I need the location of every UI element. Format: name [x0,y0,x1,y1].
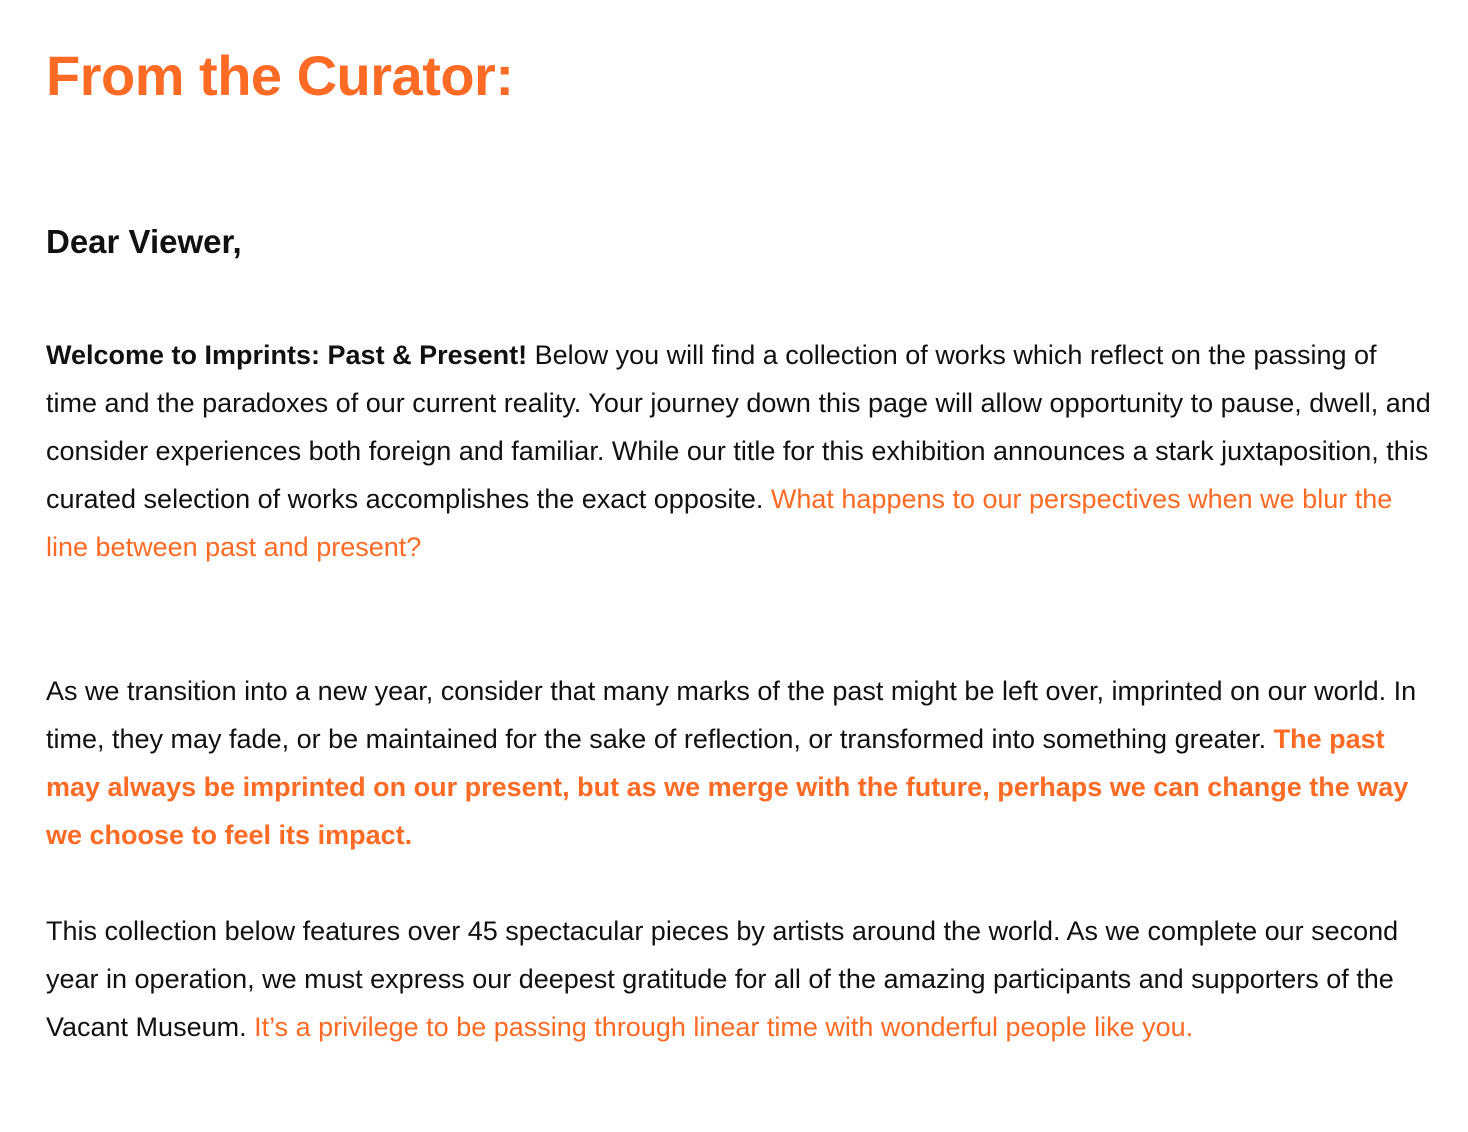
salutation: Dear Viewer, [46,223,242,260]
welcome-lead: Welcome to Imprints: Past & Present! [46,340,528,370]
paragraph-welcome [46,331,1431,571]
welcome-highlight: What happens to our perspectives when we blur the line between past and present? [46,484,1393,562]
page-title: From the Curator: [46,44,514,107]
transition-highlight: The past may always be imprinted on our present, but as we merge with the future, perhaps we can change the way we choose to feel its impact. [46,724,1409,850]
gratitude-body: This collection below features over 45 spectacular pieces by artists around the world. As we complete our second year in operation, we must express our deepest gratitude for all of the amazing participants and supporters of the Vacant Museum. [46,916,1399,1042]
paragraph-gratitude [46,907,1431,1051]
paragraph-transition [46,667,1431,859]
welcome-body: Below you will find a collection of works which reflect on the passing of time and the paradoxes of our current reality. Your journey down this page will allow opportunity to pause, dwell, and consider experiences both foreign and familiar. While our title for this exhibition announces a stark juxtaposition, this curated selection of works accomplishes the exact opposite. [46,340,1431,514]
gratitude-highlight: It’s a privilege to be passing through linear time with wonderful people like you. [254,1012,1194,1042]
transition-body: As we transition into a new year, consider that many marks of the past might be left over, imprinted on our world. In time, they may fade, or be maintained for the sake of reflection, or transformed into something greater. [46,676,1417,754]
